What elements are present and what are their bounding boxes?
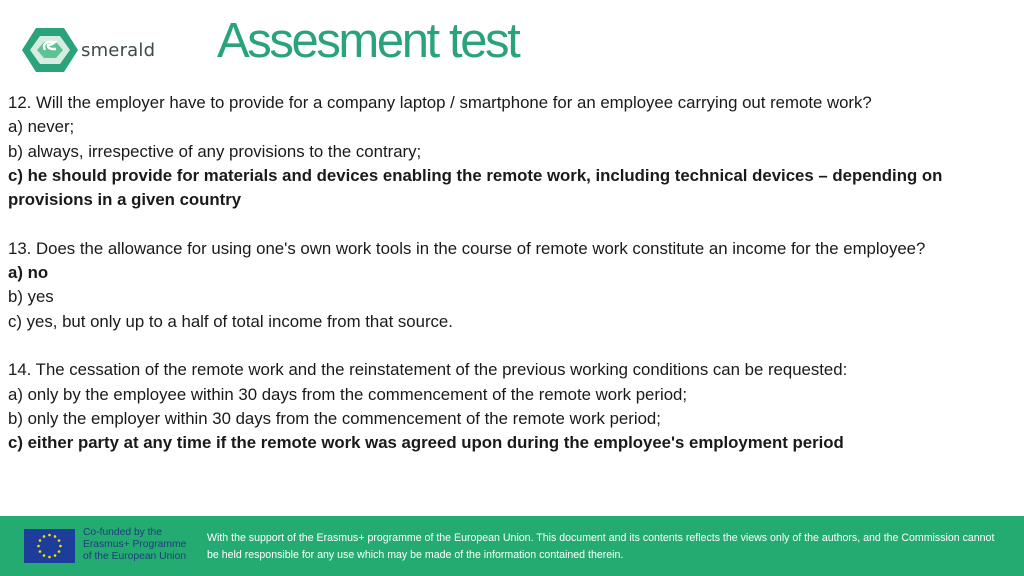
question-13: 13. Does the allowance for using one's own work tools in the course of remote work constitute an income for the employee?: [8, 238, 926, 258]
footer-bar: [0, 516, 1024, 576]
eu-star: [58, 550, 61, 553]
eu-label-line-3: of the European Union: [83, 550, 187, 562]
option-14a: a) only by the employee within 30 days from the commencement of the remote work period;: [8, 384, 688, 404]
eu-star: [48, 556, 51, 559]
eu-star: [43, 554, 46, 557]
eu-star: [39, 539, 42, 542]
eu-star: [39, 550, 42, 553]
option-12b: b) always, irrespective of any provisions to the contrary;: [8, 141, 422, 161]
eu-star: [54, 535, 57, 538]
eu-star: [48, 534, 51, 537]
page-title: Assesment test: [217, 14, 519, 68]
question-list: [8, 91, 1008, 455]
eu-label-line-1: Co-funded by the: [83, 527, 162, 538]
eu-label-line-2: Erasmus+ Programme: [83, 538, 187, 550]
question-12: 12. Will the employer have to provide for a company laptop / smartphone for an employee carrying out remote work?: [8, 93, 872, 112]
logo-text: smerald: [81, 40, 156, 61]
option-14b: b) only the employer within 30 days from the commencement of the remote work period;: [8, 408, 661, 428]
eu-star: [58, 539, 61, 542]
disclaimer-text: With the support of the Erasmus+ programme of the European Union. This document and its contents reflects the views only of the authors, and the Commission cannot be held responsible for any use which may be made of the information contained therein.: [207, 532, 995, 561]
option-13a-correct: a) no: [8, 263, 49, 283]
eu-star: [37, 545, 40, 548]
question-14: 14. The cessation of the remote work and the reinstatement of the previous working conditions can be requested:: [8, 360, 848, 380]
option-12c-correct: c) he should provide for materials and devices enabling the remote work, including technical devices – depending on provisions in a given country: [8, 165, 943, 210]
eu-star: [43, 535, 46, 538]
spacer: [8, 212, 1008, 236]
option-13b: b) yes: [8, 287, 54, 307]
option-12a: a) never;: [8, 117, 75, 137]
option-14c-correct: c) either party at any time if the remote work was agreed upon during the employee's employment period: [8, 433, 844, 453]
option-13c: c) yes, but only up to a half of total income from that source.: [8, 311, 453, 331]
eu-cofunded-label: [83, 527, 195, 562]
esmerald-logo: [18, 18, 156, 82]
eu-flag-icon: [24, 529, 75, 563]
eu-star: [59, 545, 62, 548]
eu-star: [54, 554, 57, 557]
spacer: [8, 334, 1008, 358]
